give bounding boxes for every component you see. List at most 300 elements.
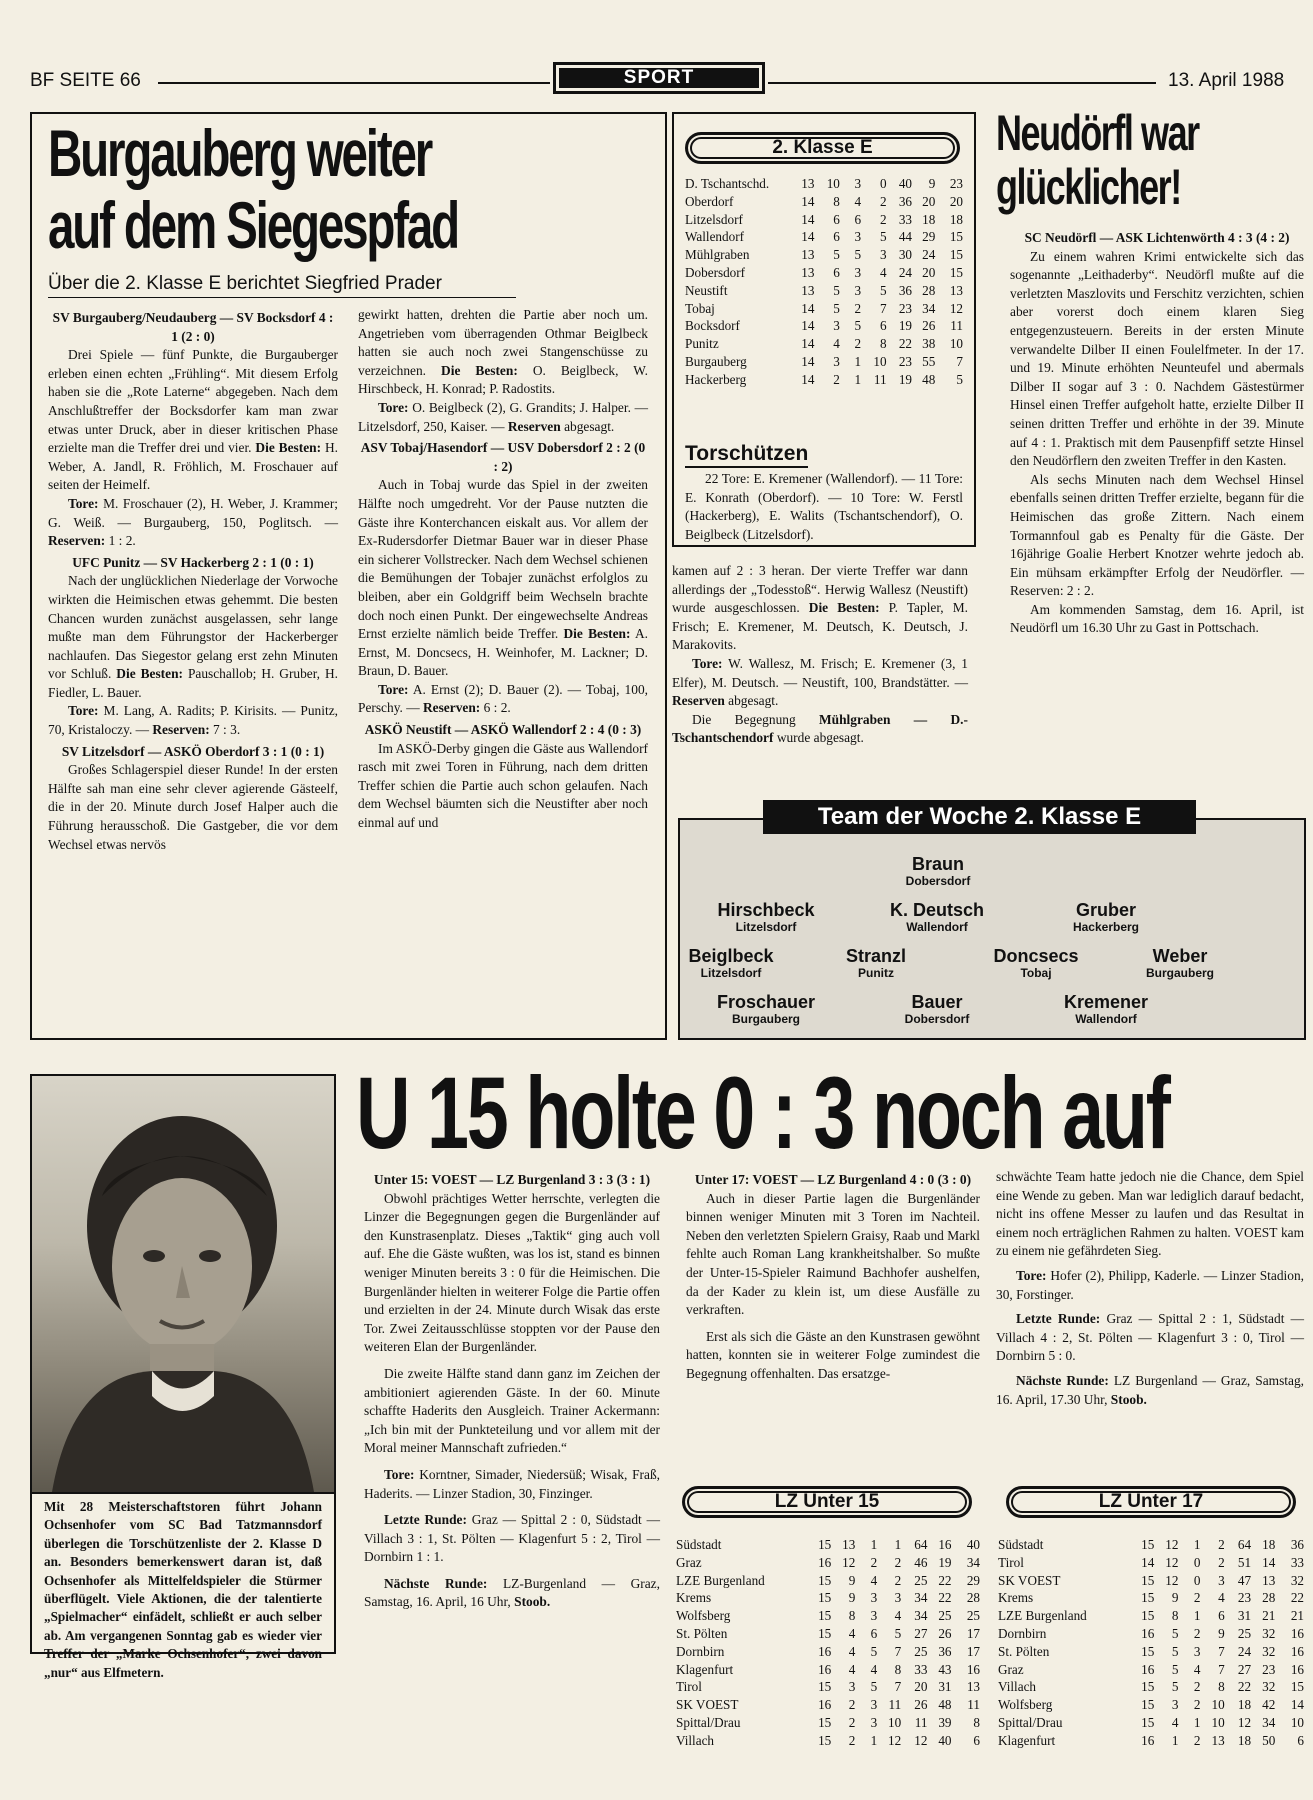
stat-cell: 23: [1237, 1590, 1252, 1606]
stat-cell: 29: [966, 1572, 980, 1588]
stat-cell: 6: [854, 211, 862, 227]
stat-cell: 9: [1218, 1625, 1225, 1641]
stat-cell: 3: [870, 1590, 878, 1606]
stat-cell: 6: [833, 264, 840, 280]
stat-cell: 13: [801, 264, 815, 280]
lz17-standings-table: [998, 1536, 1304, 1750]
player-name: Weber: [1152, 946, 1208, 966]
stat-cell: 1: [894, 1537, 902, 1552]
player-name: Gruber: [1075, 900, 1136, 920]
stat-cell: 34: [966, 1554, 980, 1570]
stat-cell: 5: [833, 247, 840, 263]
stat-cell: 18: [922, 211, 936, 227]
stat-cell: 15: [949, 264, 963, 280]
section-label: SPORT: [559, 68, 759, 88]
stat-cell: 2: [1193, 1732, 1201, 1748]
stat-cell: 1: [1193, 1608, 1201, 1624]
stat-cell: 3: [854, 176, 862, 191]
standings-row: [998, 1572, 1304, 1590]
team-name-cell: Villach: [998, 1679, 1037, 1695]
stat-cell: 3: [870, 1608, 878, 1624]
stat-cell: 13: [842, 1537, 856, 1552]
photo-caption: [30, 1494, 336, 1680]
stat-cell: 12: [949, 300, 963, 316]
header-rule-right: [768, 82, 1156, 84]
stat-cell: 14: [801, 353, 815, 369]
match-goals: Tore: A. Ernst (2); D. Bauer (2). — Tobaj, 100, Perschy. — Reserven: 6 : 2.: [358, 681, 648, 716]
match-goals: Tore: Hofer (2), Philipp, Kaderle. — Linzer Stadion, 30, Forstinger.: [996, 1267, 1304, 1302]
stat-cell: 3: [833, 318, 840, 334]
stat-cell: 30: [898, 247, 912, 263]
stat-cell: 10: [888, 1714, 902, 1730]
team-name-cell: LZE Burgenland: [676, 1572, 765, 1588]
klasse-standings-table: [685, 175, 963, 389]
team-name-cell: St. Pölten: [998, 1643, 1050, 1659]
stat-cell: 16: [966, 1661, 980, 1677]
article-paragraph: Als sechs Minuten nach dem Wechsel Hinsel ebenfalls seinen dritten Treffer erzielte, begann für die Heimischen das große Zittern. Nach einem Tormannfoul gab es Penalty für die Gäste. Der 16jährige Goalie Herbert Knotzer wehrte jedoch ab. Ein mühsam erkämpfter Erfolg der Neudörfler. — Reserven: 2 : 2.: [1010, 471, 1304, 599]
stat-cell: 17: [966, 1625, 980, 1641]
stat-cell: 13: [801, 176, 815, 191]
stat-cell: 8: [973, 1714, 980, 1730]
player-club: Punitz: [858, 966, 894, 980]
team-of-week-title: Team der Woche 2. Klasse E: [763, 800, 1196, 834]
stat-cell: 55: [922, 353, 936, 369]
standings-row: [685, 175, 963, 193]
team-name-cell: Graz: [998, 1661, 1024, 1677]
stat-cell: 3: [1193, 1643, 1201, 1659]
stat-cell: 6: [833, 229, 840, 245]
match-report: kamen auf 2 : 3 heran. Der vierte Treffer war dann allerdings der „Todesstoß“. Herwig Wallesz (Neustift) wurde ausgeschlossen. Die Besten: P. Tapler, M. Frisch; E. Kremener, M. Deutsch, K. Deutsch, J. Marakovits.: [672, 563, 968, 653]
stat-cell: 0: [1193, 1572, 1201, 1588]
stat-cell: 15: [1141, 1572, 1155, 1588]
stat-cell: 3: [1218, 1572, 1225, 1588]
stat-cell: 8: [848, 1608, 856, 1624]
stat-cell: 14: [801, 211, 815, 227]
team-name-cell: Dornbirn: [998, 1625, 1047, 1641]
stat-cell: 2: [848, 1732, 856, 1748]
stat-cell: 3: [854, 282, 862, 298]
standings-row: [998, 1589, 1304, 1607]
stat-cell: 32: [1262, 1679, 1276, 1695]
stat-cell: 1: [1171, 1732, 1179, 1748]
stat-cell: 12: [842, 1554, 856, 1570]
stat-cell: 40: [966, 1537, 980, 1552]
team-player: [651, 946, 811, 980]
match-title: SC Neudörfl — ASK Lichtenwörth 4 : 3 (4 : 2): [1024, 230, 1290, 245]
team-name-cell: D. Tschantschd.: [685, 176, 770, 191]
stat-cell: 28: [966, 1590, 980, 1606]
stat-cell: 28: [922, 282, 936, 298]
team-name-cell: Tirol: [998, 1554, 1024, 1570]
stat-cell: 33: [898, 211, 912, 227]
article-paragraph: schwächte Team hatte jedoch nie die Chance, dem Spiel eine Wende zu geben. Man war lediglich darauf bedacht, nicht ins offene Messer zu laufen und das Resultat in einem noch erträglichen Rahmen zu halten. VOEST kam zu einem nie gefährdeten Sieg.: [996, 1169, 1304, 1259]
scorers-text: [685, 470, 963, 542]
last-round: Letzte Runde: Graz — Spittal 2 : 1, Südstadt — Villach 4 : 2, St. Pölten — Klagenfurt 3 : 0, Tirol — Dornbirn 5 : 0.: [996, 1311, 1304, 1364]
team-name-cell: Tobaj: [685, 300, 715, 316]
stat-cell: 16: [1141, 1625, 1155, 1641]
team-name-cell: LZE Burgenland: [998, 1608, 1087, 1624]
stat-cell: 3: [848, 1679, 856, 1695]
stat-cell: 36: [898, 193, 912, 209]
stat-cell: 64: [1237, 1537, 1252, 1552]
stat-cell: 15: [818, 1608, 832, 1624]
stat-cell: 12: [1165, 1554, 1179, 1570]
stat-cell: 16: [1290, 1643, 1304, 1659]
stat-cell: 15: [949, 247, 963, 263]
player-name: Hirschbeck: [717, 900, 815, 920]
match-title: SV Litzelsdorf — ASKÖ Oberdorf 3 : 1 (0 : 1): [61, 743, 325, 759]
standings-row: [676, 1536, 980, 1554]
stat-cell: 2: [1218, 1537, 1225, 1552]
stat-cell: 31: [938, 1679, 952, 1695]
standings-row: [685, 193, 963, 211]
team-name-cell: Wallendorf: [685, 229, 744, 245]
stat-cell: 23: [898, 300, 912, 316]
standings-row: [685, 282, 963, 300]
neudoerfl-headline-line2: glücklicher!: [996, 159, 1181, 215]
stat-cell: 5: [833, 300, 840, 316]
match-report: Im ASKÖ-Derby gingen die Gäste aus Wallendorf rasch mit zwei Toren in Führung, nach dem dritten Treffer schien die Partie auch schon gelaufen. Nach dem Wechsel bäumten sich die Neustifter aber noch einmal auf und: [358, 740, 648, 831]
match-goals: Tore: M. Froschauer (2), H. Weber, J. Krammer; G. Weiß. — Burgauberg, 150, Poglitsch. — Reserven: 1 : 2.: [48, 495, 338, 549]
match-note: Die Begegnung Mühlgraben — D.-Tschantschendorf wurde abgesagt.: [672, 711, 968, 746]
stat-cell: 27: [914, 1625, 928, 1641]
stat-cell: 1: [1193, 1537, 1201, 1552]
match-title: Unter 17: VOEST — LZ Burgenland 4 : 0 (3 : 0): [694, 1172, 972, 1187]
stat-cell: 43: [938, 1661, 952, 1677]
stat-cell: 32: [1262, 1643, 1276, 1659]
stat-cell: 28: [1262, 1590, 1276, 1606]
standings-row: [676, 1625, 980, 1643]
stat-cell: 14: [801, 193, 815, 209]
stat-cell: 1: [854, 353, 862, 369]
stat-cell: 7: [956, 353, 963, 369]
stat-cell: 6: [1297, 1732, 1304, 1748]
scorers-paragraph: 22 Tore: E. Kremener (Wallendorf). — 11 Tore: E. Konrath (Oberdorf). — 10 Tore: W. Ferstl (Hackerberg), E. Walits (Tschantschendorf), O. Beiglbeck (Litzelsdorf).: [685, 471, 963, 542]
player-name: Stranzl: [845, 946, 906, 966]
player-photo: [30, 1074, 336, 1494]
stat-cell: 31: [1237, 1608, 1252, 1624]
klasse-table-title: 2. Klasse E: [685, 132, 960, 164]
stat-cell: 10: [949, 336, 963, 352]
stat-cell: 19: [898, 371, 912, 387]
stat-cell: 15: [1141, 1537, 1155, 1552]
team-name-cell: Dobersdorf: [685, 264, 746, 280]
standings-row: [685, 353, 963, 371]
section-badge: [553, 62, 765, 94]
stat-cell: 18: [1262, 1537, 1276, 1552]
stat-cell: 22: [898, 336, 912, 352]
article-column-2: [358, 306, 648, 1038]
scorers-title: Torschützen: [685, 442, 808, 468]
page-label: BF SEITE 66: [30, 70, 141, 91]
stat-cell: 5: [1171, 1625, 1179, 1641]
match-goals: Tore: Korntner, Simader, Niedersüß; Wisak, Fraß, Haderits. — Linzer Stadion, 30, Finzinger.: [364, 1466, 660, 1501]
team-name-cell: Wolfsberg: [676, 1608, 731, 1624]
stat-cell: 2: [848, 1697, 856, 1713]
match-report: Drei Spiele — fünf Punkte, die Burgauberger erleben einen echten „Frühling“. Mit diesem Erfolg haben sie die „Rote Laterne“ abgegeben. Nach dem Anschlußtreffer der Bocksdorfer kam man zwar etwas unter Druck, aber in dieser kritischen Phase erzielte man die Treffer drei und vier. Die Besten: H. Weber, A. Jandl, R. Fröhlich, M. Froschauer auf seiten der Heimelf.: [48, 347, 338, 493]
stat-cell: 44: [898, 229, 912, 245]
team-player: [796, 946, 956, 980]
stat-cell: 5: [1171, 1661, 1179, 1677]
match-goals: Tore: O. Beiglbeck (2), G. Grandits; J. Halper. — Litzelsdorf, 250, Kaiser. — Reserven abgesagt.: [358, 399, 648, 434]
stat-cell: 16: [818, 1643, 832, 1659]
stat-cell: 12: [1237, 1714, 1252, 1730]
stat-cell: 15: [818, 1714, 832, 1730]
stat-cell: 10: [1211, 1714, 1225, 1730]
stat-cell: 6: [833, 211, 840, 227]
stat-cell: 13: [801, 282, 815, 298]
stat-cell: 15: [1141, 1679, 1155, 1695]
stat-cell: 4: [870, 1661, 878, 1677]
standings-row: [676, 1732, 980, 1750]
stat-cell: 9: [848, 1590, 856, 1606]
stat-cell: 15: [1141, 1643, 1155, 1659]
team-name-cell: Dornbirn: [676, 1643, 725, 1659]
team-player: [686, 900, 846, 934]
match-report: Auch in Tobaj wurde das Spiel in der zweiten Hälfte noch umgedreht. Vor der Pause nutzten die Gäste ihre Konterchancen eiskalt aus. Vor allem der Ex-Rudersdorfer Dietmar Bauer war in dieser Phase ein sicherer Vollstrecker. Nach dem Wechsel schienen die Bemühungen der Tobajer zunächst erfolglos zu bleiben, aber ein Goldgriff beim Wechseln brachte doch noch einen Punkt. Der eingewechselte Andreas Ernst erzielte nämlich beide Treffer. Die Besten: A. Ernst, M. Doncsecs, H. Weinhofer, M. Lackner; D. Braun, D. Bauer.: [358, 477, 648, 679]
u15-column-1: [364, 1168, 660, 1768]
stat-cell: 3: [1171, 1697, 1179, 1713]
stat-cell: 2: [1218, 1554, 1225, 1570]
team-name-cell: Hackerberg: [685, 371, 747, 387]
stat-cell: 24: [1237, 1643, 1252, 1659]
team-name-cell: Villach: [676, 1732, 715, 1748]
stat-cell: 2: [870, 1554, 878, 1570]
stat-cell: 7: [1218, 1661, 1225, 1677]
stat-cell: 5: [870, 1679, 878, 1695]
stat-cell: 22: [1290, 1590, 1304, 1606]
team-player: [1026, 900, 1186, 934]
article-paragraph: Auch in dieser Partie lagen die Burgenländer binnen weniger Minuten mit 3 Toren im Nachteil. Neben den verletzten Spielern Graisy, Raab und Markl fehlte auch Roman Lang krankheitshalber. So mußte der Unter-15-Spieler Raimund Bachhofer aushelfen, da der Kader zu klein ist, um diese Ausfälle zu verkraften.: [686, 1190, 980, 1318]
stat-cell: 12: [1165, 1572, 1179, 1588]
stat-cell: 15: [1141, 1697, 1155, 1713]
stat-cell: 5: [1171, 1643, 1179, 1659]
stat-cell: 7: [894, 1679, 902, 1695]
stat-cell: 1: [870, 1732, 878, 1748]
match-report: Großes Schlagerspiel dieser Runde! In der ersten Hälfte sah man eine sehr clever agierende Gästeelf, die in der 20. Minute durch Josef Halper auch die Führung herausschoß. Die Gastgeber, die vor dem Wechsel etwas nervös: [48, 762, 338, 852]
stat-cell: 14: [1290, 1697, 1304, 1713]
stat-cell: 19: [898, 318, 912, 334]
stat-cell: 20: [922, 264, 936, 280]
article-paragraph: Zu einem wahren Krimi entwickelte sich das sogenannte „Leithaderby“. Neudörfl mußte auf die verletzten Maszlovits und Ferschitz verzichten, schien aber vorerst doch einem klaren Sieg entgegenzusteuern. Bereits in der ersten Minute verwandelte Dilber II einen Foulelfmeter. In der 17. und 19. Minute erhöhten Neunteufel und abermals Dilber II sogar auf 3 : 0. Nachdem Gästestürmer Hinsel einen Treffer aufgeholt hatte, erzielte Dilber II seinen dritten Treffer und erhöhte in der 39. Minute auf 4 : 1. Praktisch mit dem Pausenpfiff setzte Hinsel den Neudörflern den zweiten Treffer in den Kasten.: [1010, 248, 1304, 469]
team-name-cell: Litzelsdorf: [685, 211, 743, 227]
standings-row: [998, 1732, 1304, 1750]
u15-column-2: [686, 1168, 980, 1468]
article-paragraph: Die zweite Hälfte stand dann ganz im Zeichen der ambitioniert agierenden Gäste. In der 60. Minute schaffte Haderits den Ausgleich. Trainer Ackermann: „Ich bin mit der Punkteteilung und vor allem mit der Moral meiner Mannschaft zufrieden.“: [364, 1365, 660, 1456]
stat-cell: 8: [833, 193, 840, 209]
stat-cell: 12: [914, 1732, 928, 1748]
player-name: Doncsecs: [993, 946, 1079, 966]
stat-cell: 34: [922, 300, 936, 316]
player-name: Froschauer: [716, 992, 816, 1012]
stat-cell: 15: [949, 229, 963, 245]
stat-cell: 5: [879, 229, 887, 245]
team-name-cell: St. Pölten: [676, 1625, 728, 1641]
standings-row: [685, 335, 963, 353]
standings-row: [998, 1678, 1304, 1696]
match-title: SV Burgauberg/Neudauberg — SV Bocksdorf 4 : 1 (2 : 0): [52, 310, 334, 344]
stat-cell: 4: [894, 1608, 902, 1624]
stat-cell: 23: [898, 353, 912, 369]
stat-cell: 2: [854, 336, 862, 352]
player-club: Wallendorf: [1075, 1012, 1137, 1026]
team-player: [956, 946, 1116, 980]
stat-cell: 64: [914, 1537, 928, 1552]
article-column-1: [48, 306, 338, 1038]
stat-cell: 1: [854, 371, 862, 387]
stat-cell: 14: [1262, 1554, 1276, 1570]
stat-cell: 25: [914, 1643, 928, 1659]
stat-cell: 27: [1237, 1661, 1252, 1677]
stat-cell: 9: [1171, 1590, 1179, 1606]
stat-cell: 10: [1290, 1714, 1304, 1730]
stat-cell: 5: [854, 247, 862, 263]
stat-cell: 12: [888, 1732, 902, 1748]
stat-cell: 25: [966, 1608, 980, 1624]
team-player: [1026, 992, 1186, 1026]
main-headline-line1: Burgauberg weiter: [48, 116, 432, 190]
stat-cell: 15: [818, 1732, 832, 1748]
article-paragraph: Erst als sich die Gäste an den Kunstrasen gewöhnt hatten, konnten sie in weiterer Folge zumindest die Begegnung offenhalten. Das ersatzge-: [686, 1328, 980, 1381]
page-date: 13. April 1988: [1168, 70, 1285, 91]
player-club: Litzelsdorf: [700, 966, 762, 980]
stat-cell: 4: [870, 1572, 878, 1588]
standings-row: [998, 1643, 1304, 1661]
stat-cell: 15: [818, 1625, 832, 1641]
standings-row: [998, 1554, 1304, 1572]
standings-row: [685, 300, 963, 318]
stat-cell: 10: [873, 353, 887, 369]
stat-cell: 42: [1262, 1697, 1276, 1713]
stat-cell: 2: [833, 371, 840, 387]
lz15-title: LZ Unter 15: [682, 1486, 972, 1518]
stat-cell: 10: [826, 176, 840, 191]
main-subtitle: Über die 2. Klasse E berichtet Siegfried Prader: [48, 273, 442, 294]
stat-cell: 15: [818, 1572, 832, 1588]
stat-cell: 5: [956, 371, 963, 387]
standings-row: [685, 264, 963, 282]
neudoerfl-article: [1010, 226, 1304, 782]
stat-cell: 34: [1262, 1714, 1276, 1730]
stat-cell: 4: [1218, 1590, 1225, 1606]
stat-cell: 2: [894, 1554, 902, 1570]
team-player: [1100, 946, 1260, 980]
stat-cell: 7: [879, 300, 887, 316]
stat-cell: 14: [801, 318, 815, 334]
stat-cell: 23: [949, 176, 963, 191]
stat-cell: 24: [898, 264, 912, 280]
stat-cell: 16: [1141, 1661, 1155, 1677]
stat-cell: 3: [870, 1714, 878, 1730]
stat-cell: 6: [1218, 1608, 1225, 1624]
stat-cell: 36: [898, 282, 912, 298]
standings-row: [998, 1536, 1304, 1554]
team-name-cell: Krems: [676, 1590, 712, 1606]
player-portrait-graphic: [32, 1076, 334, 1492]
stat-cell: 18: [1237, 1697, 1252, 1713]
player-club: Tobaj: [1020, 966, 1052, 980]
team-name-cell: Graz: [676, 1554, 702, 1570]
stat-cell: 14: [801, 300, 815, 316]
standings-row: [998, 1661, 1304, 1679]
stat-cell: 8: [879, 336, 887, 352]
stat-cell: 2: [1193, 1679, 1201, 1695]
standings-row: [998, 1696, 1304, 1714]
stat-cell: 8: [894, 1661, 902, 1677]
match-goals: Tore: M. Lang, A. Radits; P. Kirisits. — Punitz, 70, Kristaloczy. — Reserven: 7 : 3.: [48, 703, 338, 738]
player-name: Bauer: [911, 992, 963, 1012]
standings-row: [676, 1661, 980, 1679]
stat-cell: 11: [967, 1697, 980, 1713]
stat-cell: 3: [879, 247, 887, 263]
subtitle-underline: [48, 297, 516, 298]
team-name-cell: Bocksdorf: [685, 318, 740, 334]
stat-cell: 1: [1193, 1714, 1201, 1730]
team-player: [686, 992, 846, 1026]
stat-cell: 7: [894, 1643, 902, 1659]
stat-cell: 25: [938, 1608, 952, 1624]
stat-cell: 4: [1171, 1714, 1179, 1730]
stat-cell: 11: [888, 1697, 902, 1713]
stat-cell: 3: [833, 353, 840, 369]
match-title: UFC Punitz — SV Hackerberg 2 : 1 (0 : 1): [72, 554, 314, 570]
match-title: ASKÖ Neustift — ASKÖ Wallendorf 2 : 4 (0 : 3): [364, 722, 642, 738]
stat-cell: 4: [848, 1661, 856, 1677]
stat-cell: 13: [1262, 1572, 1276, 1588]
stat-cell: 16: [1290, 1625, 1304, 1641]
stat-cell: 24: [922, 247, 936, 263]
stat-cell: 15: [1290, 1679, 1304, 1695]
stat-cell: 2: [1193, 1590, 1201, 1606]
stat-cell: 11: [914, 1714, 928, 1730]
standings-row: [676, 1589, 980, 1607]
stat-cell: 15: [818, 1537, 832, 1552]
standings-row: [685, 246, 963, 264]
team-name-cell: Südstadt: [998, 1537, 1044, 1552]
team-name-cell: SK VOEST: [998, 1572, 1061, 1588]
team-name-cell: Klagenfurt: [998, 1732, 1056, 1748]
stat-cell: 34: [914, 1608, 928, 1624]
stat-cell: 3: [854, 264, 862, 280]
caption-text: Mit 28 Meisterschaftstoren führt Johann Ochsenhofer vom SC Bad Tatzmannsdorf überlegen die Torschützenliste der 2. Klasse D an. Besonders bemerkenswert daran ist, daß Ochsenhofer als Mittelfeldspieler die Stürmer überflügelt. Viele Aktionen, die der talentierte „Spielmacher“ einfädelt, schließt er auch selber ab. Am vergangenen Sonntag gab es wieder vier Treffer der „Marke Ochsenhofer“, zwei davon „nur“ aus Elfmetern.: [44, 1499, 322, 1680]
stat-cell: 4: [879, 264, 887, 280]
stat-cell: 2: [854, 300, 862, 316]
stat-cell: 9: [848, 1572, 856, 1588]
stat-cell: 34: [914, 1590, 928, 1606]
stat-cell: 22: [1237, 1679, 1252, 1695]
stat-cell: 3: [870, 1697, 878, 1713]
stat-cell: 8: [1218, 1679, 1225, 1695]
stat-cell: 16: [818, 1697, 832, 1713]
stat-cell: 18: [1237, 1732, 1252, 1748]
stat-cell: 15: [818, 1679, 832, 1695]
stat-cell: 8: [1171, 1608, 1179, 1624]
stat-cell: 13: [1211, 1732, 1225, 1748]
stat-cell: 6: [879, 318, 887, 334]
lz15-standings-table: [676, 1536, 980, 1750]
stat-cell: 2: [879, 211, 887, 227]
stat-cell: 23: [1262, 1661, 1276, 1677]
team-name-cell: Spittal/Drau: [998, 1714, 1063, 1730]
stat-cell: 12: [1165, 1537, 1179, 1552]
main-headline-line2: auf dem Siegespfad: [48, 188, 459, 262]
stat-cell: 2: [1193, 1697, 1201, 1713]
stat-cell: 36: [1290, 1537, 1304, 1552]
stat-cell: 38: [922, 336, 936, 352]
standings-row: [676, 1607, 980, 1625]
player-name: Braun: [911, 854, 964, 874]
next-round: Nächste Runde: LZ-Burgenland — Graz, Samstag, 16. April, 16 Uhr, Stoob.: [364, 1575, 660, 1610]
